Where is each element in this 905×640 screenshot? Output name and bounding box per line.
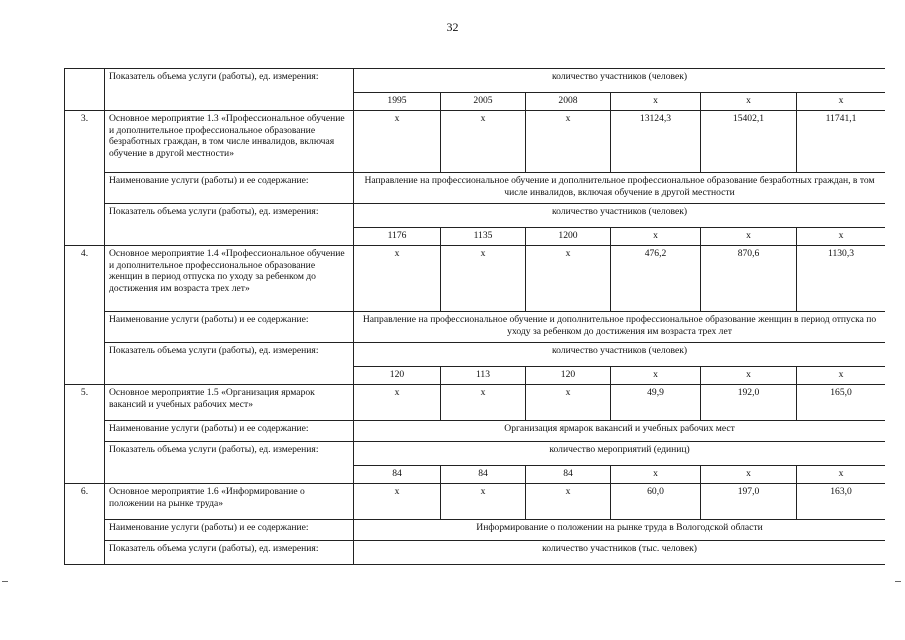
table-row [65,520,886,541]
event-description: Основное мероприятие 1.5 «Организация ярмарок вакансий и учебных рабочих мест» [105,385,354,421]
value-cell: 192,0 [701,385,797,421]
value-cell: 120 [526,367,611,385]
value-cell: 1135 [441,228,526,246]
service-description: Организация ярмарок вакансий и учебных рабочих мест [354,421,886,442]
volume-indicator-label: Показатель объема услуги (работы), ед. измерения: [105,69,354,111]
value-cell: 870,6 [701,246,797,312]
value-cell: x [797,466,886,484]
service-description: Информирование о положении на рынке труда в Вологодской области [354,520,886,541]
value-cell: 11741,1 [797,111,886,173]
row-number: 5. [65,385,105,484]
service-description: Направление на профессиональное обучение и дополнительное профессиональное образование женщин в период отпуска по уходу за ребенком до достижения им возраста трех лет [354,312,886,343]
value-cell: x [526,385,611,421]
service-name-label: Наименование услуги (работы) и ее содержание: [105,312,354,343]
value-cell: 1176 [354,228,441,246]
row-number: 4. [65,246,105,385]
table-row [65,385,886,421]
value-cell: x [441,246,526,312]
value-cell: x [701,228,797,246]
table-row [65,421,886,442]
event-description: Основное мероприятие 1.6 «Информирование о положении на рынке труда» [105,484,354,520]
service-name-label: Наименование услуги (работы) и ее содержание: [105,520,354,541]
event-description: Основное мероприятие 1.4 «Профессиональное обучение и дополнительное профессиональное образование женщин в период отпуска по уходу за ребенком до достижения им возраста трех лет» [105,246,354,312]
unit-of-measure: количество участников (человек) [354,69,886,93]
value-cell: 84 [441,466,526,484]
value-cell: x [701,367,797,385]
value-cell: x [797,228,886,246]
volume-indicator-label: Показатель объема услуги (работы), ед. измерения: [105,204,354,246]
row-number-cell [65,69,105,111]
event-description: Основное мероприятие 1.3 «Профессиональное обучение и дополнительное профессиональное образование безработных граждан, в том числе инвалидов, включая обучение в другой местности» [105,111,354,173]
value-cell: x [611,93,701,111]
value-cell: 113 [441,367,526,385]
table-row [65,173,886,204]
value-cell: x [526,246,611,312]
value-cell: x [526,111,611,173]
value-cell: x [441,484,526,520]
volume-indicator-label: Показатель объема услуги (работы), ед. измерения: [105,343,354,385]
value-cell: x [441,111,526,173]
table-row [65,204,886,228]
scan-edge-mark [895,581,901,582]
value-cell: 165,0 [797,385,886,421]
value-cell: x [354,484,441,520]
value-cell: x [611,466,701,484]
value-cell: 1995 [354,93,441,111]
value-cell: x [611,228,701,246]
volume-indicator-label: Показатель объема услуги (работы), ед. измерения: [105,442,354,484]
table-row [65,111,886,173]
value-cell: x [797,93,886,111]
value-cell: 49,9 [611,385,701,421]
value-cell: 1200 [526,228,611,246]
unit-of-measure: количество участников (человек) [354,343,886,367]
table-row [65,343,886,367]
value-cell: x [354,385,441,421]
value-cell: 476,2 [611,246,701,312]
value-cell: x [354,246,441,312]
value-cell: x [701,466,797,484]
value-cell: 2008 [526,93,611,111]
value-cell: x [354,111,441,173]
document-table-area [64,68,885,580]
value-cell: 84 [526,466,611,484]
value-cell: 15402,1 [701,111,797,173]
value-cell: 2005 [441,93,526,111]
table-row [65,246,886,312]
unit-of-measure: количество участников (человек) [354,204,886,228]
table-row [65,541,886,565]
value-cell: x [526,484,611,520]
table-row [65,442,886,466]
value-cell: x [611,367,701,385]
unit-of-measure: количество участников (тыс. человек) [354,541,886,565]
service-name-label: Наименование услуги (работы) и ее содержание: [105,173,354,204]
row-number: 3. [65,111,105,246]
page-number: 32 [446,20,459,34]
unit-of-measure: количество мероприятий (единиц) [354,442,886,466]
volume-indicator-label: Показатель объема услуги (работы), ед. измерения: [105,541,354,565]
value-cell: 84 [354,466,441,484]
value-cell: 197,0 [701,484,797,520]
value-cell: x [701,93,797,111]
row-number: 6. [65,484,105,565]
value-cell: 163,0 [797,484,886,520]
services-table [64,68,885,565]
service-description: Направление на профессиональное обучение и дополнительное профессиональное образование безработных граждан, в том числе инвалидов, включая обучение в другой местности [354,173,886,204]
value-cell: 60,0 [611,484,701,520]
value-cell: x [797,367,886,385]
table-row [65,484,886,520]
value-cell: 1130,3 [797,246,886,312]
value-cell: 13124,3 [611,111,701,173]
table-row [65,312,886,343]
value-cell: 120 [354,367,441,385]
scan-edge-mark [2,581,8,582]
service-name-label: Наименование услуги (работы) и ее содержание: [105,421,354,442]
value-cell: x [441,385,526,421]
table-row [65,69,886,93]
